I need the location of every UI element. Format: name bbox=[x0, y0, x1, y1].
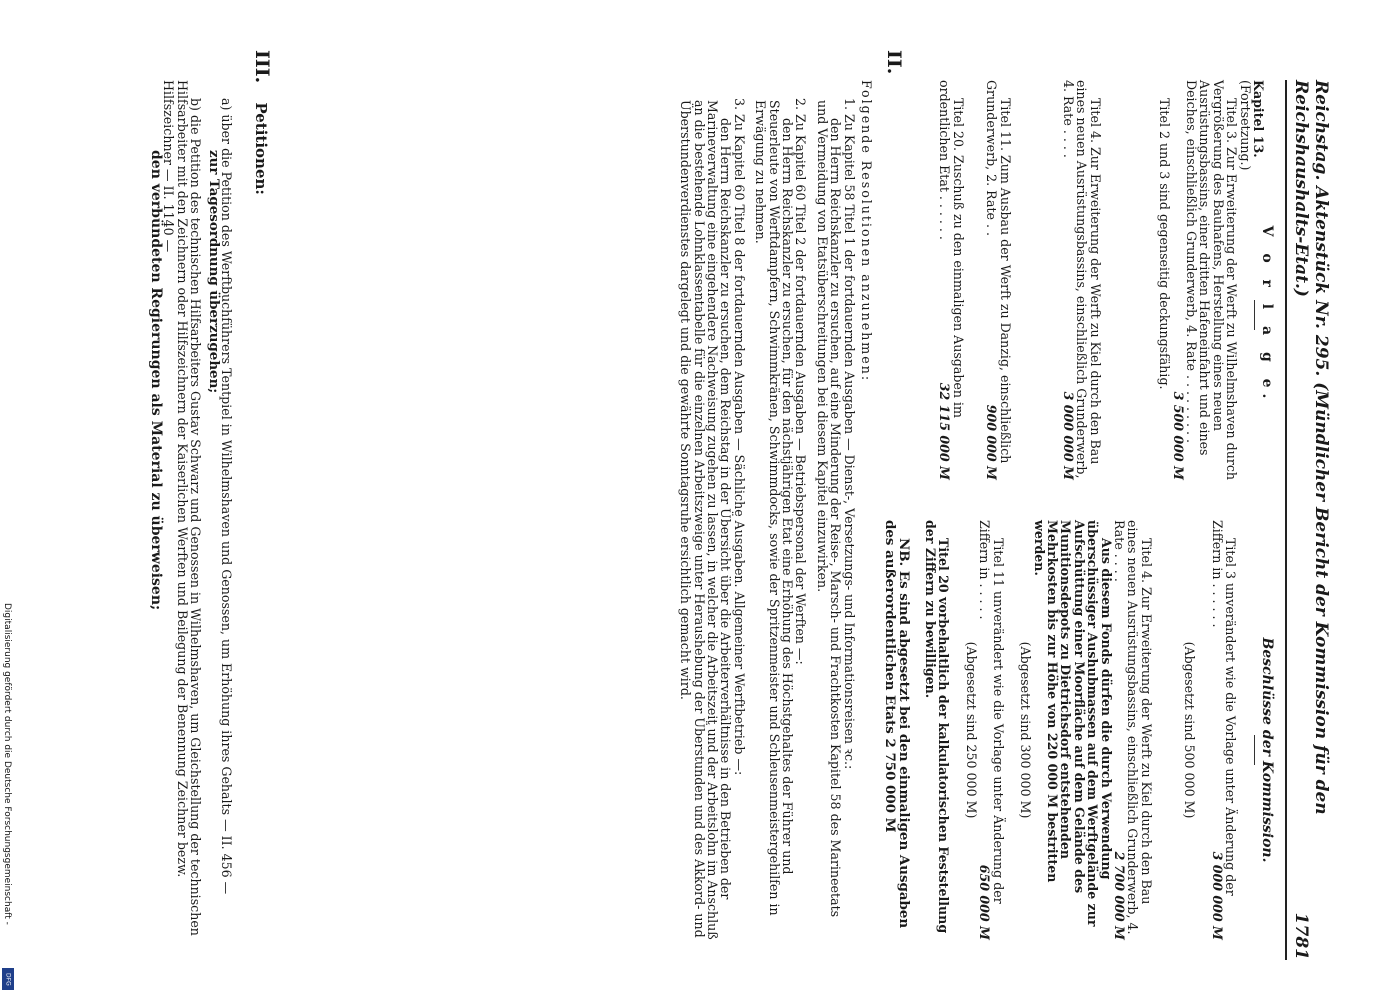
section-2-numeral: II. bbox=[883, 50, 905, 75]
petition-a: a) über die Petition des Werftbuchführers Tentpiel in Wilhelmshaven und Genossen, um Erhöhung ihres Gehalts — II. 456 — bbox=[219, 98, 234, 895]
right-titel3-amount: 3 000 000 M bbox=[1209, 851, 1225, 940]
right-titel11: Titel 11 unverändert wie die Vorlage unter Änderung der Ziffern in . . . . . 650 000 M bbox=[977, 520, 1006, 940]
right-titel4-amount: 2 700 000 M bbox=[1111, 851, 1127, 940]
kapitel-heading: Kapitel 13. bbox=[1251, 80, 1266, 158]
petition-a-result: zur Tagesordnung überzugehen; bbox=[205, 150, 222, 394]
right-titel4-bold: Aus diesem Fonds dürfen die durch Verwendung überschüssiger Aushubmassen auf dem Werftgelände zur Aufschüttung einer Moorfläche auf dem Gelände des Munitionsdepots zu Dietrichsdorf entstehenden Mehrkosten bis zur Höhe von 220 000 M bestritten werden. bbox=[1031, 520, 1114, 927]
right-column-title: Beschlüsse der Kommission. bbox=[1254, 560, 1275, 940]
right-titel4: Titel 4. Zur Erweiterung der Werft zu Kiel durch den Bau eines neuen Ausrüstungsbassins, einschließlich Grunderwerb, 4. Rate . . . . 2 700 000 M bbox=[1111, 520, 1154, 940]
right-titel11-amount: 650 000 M bbox=[977, 864, 993, 940]
left-titel20: Titel 20. Zuschuß zu den einmaligen Ausgaben im ordentlichen Etat . . . . . . 32 115 000 M bbox=[937, 80, 966, 480]
left-column-title: V o r l a g e. bbox=[1254, 150, 1275, 480]
left-titel11: Titel 11. Zum Ausbau der Werft zu Danzig, einschließlich Grunderwerb, 2. Rate . . 900 000 M bbox=[984, 80, 1013, 480]
right-titel3: Titel 3 unverändert wie die Vorlage unter Änderung der Ziffern in . . . . . . 3 000 000 M bbox=[1209, 520, 1238, 940]
dfg-logo: DFG bbox=[2, 968, 14, 990]
section-3-title: Petitionen: bbox=[252, 102, 270, 195]
left-titel3: Titel 3. Zur Erweiterung der Werft zu Wilhelmshaven durch Vergrößerung des Bauhafens, Herstellung eines neuen Ausrüstungsbassins, einer dritten Hafeneinfahrt und eines Deiches, einschließlich Grunderwerb, 4. Rate . . . . . . . . . 3 500 000 M bbox=[1170, 80, 1240, 481]
left-titel4: Titel 4. Zur Erweiterung der Werft zu Kiel durch den Bau eines neuen Ausrüstungsbassins, einschließlich Grunderwerb, 4. Rate . . . . 3 000 000 M bbox=[1060, 80, 1103, 480]
right-column bbox=[883, 520, 1265, 940]
resolution-3-head: 3. Zu Kapitel 60 Titel 8 der fortdauernden Ausgaben — Sächliche Ausgaben. Allgemeiner Werftbetrieb —: bbox=[731, 98, 747, 776]
right-titel3-abgesetzt: (Abgesetzt sind 500 000 M) bbox=[1182, 641, 1198, 819]
petitions bbox=[149, 80, 233, 940]
left-titel20-amount: 32 115 000 M bbox=[937, 382, 953, 480]
page-header bbox=[1285, 80, 1331, 960]
right-titel4-abgesetzt: (Abgesetzt sind 300 000 M) bbox=[1018, 641, 1034, 819]
right-nb: NB. Es sind abgesetzt bei den einmaligen Ausgaben des außerordentlichen Etats 2 750 000 M bbox=[882, 520, 912, 929]
right-titel11-abgesetzt: (Abgesetzt sind 250 000 M) bbox=[963, 641, 979, 819]
left-titel3-note: Titel 2 und 3 sind gegenseitig deckungsfähig. bbox=[1157, 98, 1173, 390]
fortsetzung: (Fortsetzung.) bbox=[1237, 80, 1253, 171]
section-3 bbox=[251, 50, 273, 950]
right-titel20: Titel 20 vorbehaltlich der kalkulatorischen Feststellung der Ziffern zu bewilligen. bbox=[923, 520, 952, 934]
left-titel3-amount: 3 500 000 M bbox=[1170, 391, 1186, 480]
section-3-numeral: III. bbox=[251, 50, 273, 84]
section-2 bbox=[679, 80, 873, 940]
left-titel11-amount: 900 000 M bbox=[984, 404, 1000, 480]
resolution-2-body: den Herrn Reichskanzler zu ersuchen, für den nächstjährigen Etat eine Erhöhung des Höchstgehaltes der Führer und Steuerleute von Werftdampfern, Schwimmkränen, Schwimmdocks, sowie der Spritzenmeister und Schleusenmeistergehilfen in Erwägung zu nehmen. bbox=[753, 100, 795, 916]
left-titel4-amount: 3 000 000 M bbox=[1060, 391, 1076, 480]
resolution-2-head: 2. Zu Kapitel 60 Titel 2 der fortdauernden Ausgaben — Betriebspersonal der Werften —: bbox=[793, 98, 809, 665]
resolution-3-body: den Herrn Reichskanzler zu ersuchen, dem Reichstag in der Übersicht über die Arbeiterverhältnisse in den Betrieben der Marineverwaltung eine eingehendere Nachweisung zugehen zu lassen, in welcher die Arbeitszeit und der Arbeitslohn im Anschluß an die bestehende Lohnklassentabelle für die einzelnen Arbeitszweige unter Heraushebung der Überstunden und des Akkord- und Überstundenverdienstes dargelegt und die gewährte Sonntagsruhe ersichtlich gemacht wird. bbox=[678, 100, 734, 940]
section-2-intro: Folgende Resolutionen anzunehmen: bbox=[859, 80, 874, 383]
page-number: 1781 bbox=[1291, 912, 1311, 960]
resolution-1-head: 1. Zu Kapitel 58 Titel 1 der fortdauernden Ausgaben — Dienst-, Versetzungs- und Informationsreisen ꝛc.: bbox=[841, 98, 857, 770]
header-title: Reichstag. Aktenstück Nr. 295. (Mündlicher Bericht der Kommission für den Reichshaushalts-Etat.) bbox=[1291, 80, 1331, 815]
resolution-1-body: den Herrn Reichskanzler zu ersuchen, auf eine Minderung der Reise-, Marsch- und Frachtkosten Kapitel 58 des Marineetats und Vermeidung von Etatsüberschreitungen bei diesem Kapitel einzuwirken. bbox=[814, 100, 844, 918]
digitization-note: Digitalisierung gefördert durch die Deutsche Forschungsgemeinschaft - bbox=[2, 603, 12, 925]
petition-b-result: den verbündeten Regierungen als Material zu überweisen; bbox=[147, 150, 164, 611]
petition-b: b) die Petition des technischen Hilfsarbeiters Gustav Schwarz und Genossen in Wilhelmshaven, um Gleichstellung der technischen Hilfsarbeiter mit den Zeichnern oder Hilfszeichnern der Kaiserlichen Werften und Beilegung der Benennung Zeichner bezw. Hilfszeichner — II. 1140 — bbox=[161, 80, 204, 936]
left-column bbox=[938, 80, 1265, 480]
